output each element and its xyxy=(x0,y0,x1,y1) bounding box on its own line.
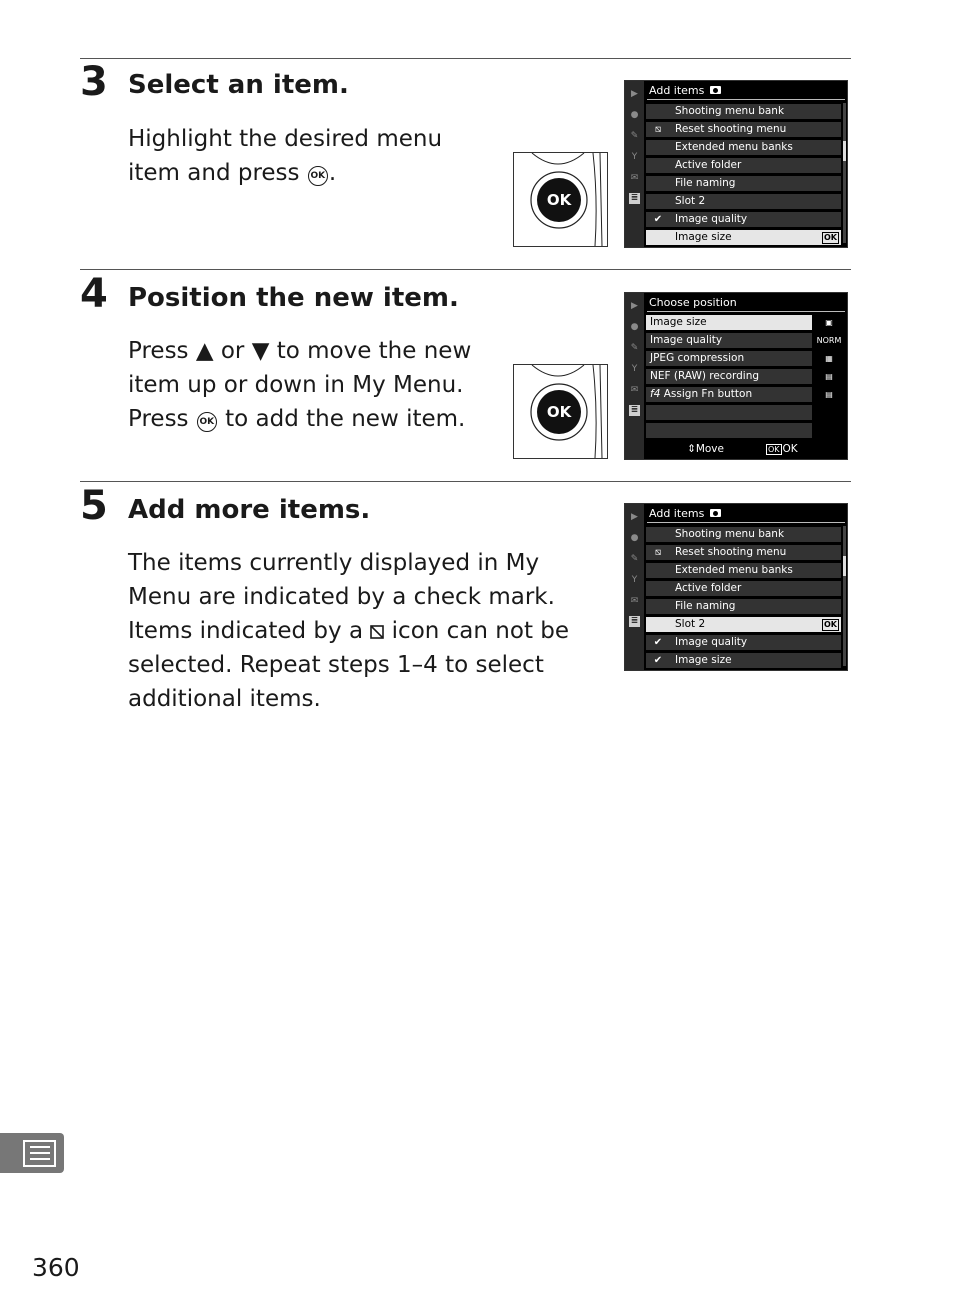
step-body: Highlight the desired menu item and press OK . xyxy=(128,126,443,186)
up-arrow-icon: ▲ xyxy=(195,338,214,364)
menu-item[interactable]: File naming xyxy=(646,599,841,614)
position-item[interactable]: f4 Assign Fn button xyxy=(646,387,812,402)
ok-glyph-icon: OK xyxy=(308,166,328,186)
setup-icon: Y xyxy=(631,152,638,162)
custom-settings-icon: ✎ xyxy=(630,343,639,353)
menu-item[interactable]: ✔ Image size xyxy=(646,653,841,668)
scrollbar[interactable] xyxy=(843,526,846,666)
my-menu-section-tab xyxy=(0,1133,64,1173)
setup-icon: Y xyxy=(631,575,638,585)
screen-header: Choose position xyxy=(649,296,737,309)
playback-icon: ▶ xyxy=(631,301,638,311)
screen-header: Add items xyxy=(649,84,721,97)
position-item-selected[interactable]: Image size xyxy=(646,315,812,330)
ok-button-illustration xyxy=(513,152,608,247)
playback-icon: ▶ xyxy=(631,512,638,522)
compression-icon: ▦ xyxy=(825,354,833,363)
scrollbar[interactable] xyxy=(843,103,846,243)
position-item[interactable]: JPEG compression xyxy=(646,351,812,366)
retouch-icon: ✉ xyxy=(630,596,639,606)
camera-screen-choose-position xyxy=(624,292,848,460)
step-body: Press ▲ or ▼ to move the new item up or down in My Menu. Press OK to add the new item. xyxy=(128,338,472,432)
nef-icon: ▤ xyxy=(825,372,833,381)
no-entry-icon xyxy=(370,625,384,639)
ok-button-illustration xyxy=(513,364,608,459)
position-item-empty xyxy=(646,423,812,438)
footer-move: ⇕Move xyxy=(687,443,724,455)
check-icon: ✔ xyxy=(653,637,663,648)
step-body: The items currently displayed in My Menu are indicated by a check mark. Items indicated by a icon can not be selected. Repeat steps 1–4 to select additional items. xyxy=(128,550,570,712)
retouch-icon: ✉ xyxy=(630,173,639,183)
setup-icon: Y xyxy=(631,364,638,374)
menu-item[interactable]: Extended menu banks xyxy=(646,563,841,578)
section-divider xyxy=(80,481,851,482)
menu-item[interactable]: ⧅ Reset shooting menu xyxy=(646,545,841,560)
menu-item[interactable]: Slot 2 xyxy=(646,194,841,209)
menu-sidebar xyxy=(625,81,644,247)
playback-icon: ▶ xyxy=(631,89,638,99)
shooting-icon: ● xyxy=(630,110,639,120)
multi-selector-icon: ⇕ xyxy=(687,443,696,455)
down-arrow-icon: ▼ xyxy=(251,338,270,364)
menu-list-icon xyxy=(0,1133,64,1173)
section-divider xyxy=(80,269,851,270)
check-icon: ✔ xyxy=(653,214,663,225)
step-title: Position the new item. xyxy=(128,283,459,313)
position-item-empty xyxy=(646,405,812,420)
menu-item[interactable]: Shooting menu bank xyxy=(646,527,841,542)
screen-header: Add items xyxy=(649,507,721,520)
ok-button-label: OK xyxy=(546,191,572,209)
section-divider xyxy=(80,58,851,59)
my-menu-icon: ≣ xyxy=(630,616,639,626)
custom-settings-icon: ✎ xyxy=(630,554,639,564)
step-number: 4 xyxy=(80,271,107,317)
menu-item[interactable]: Active folder xyxy=(646,581,841,596)
custom-settings-icon: ✎ xyxy=(630,131,639,141)
step-title: Select an item. xyxy=(128,70,349,100)
camera-screen-add-items xyxy=(624,80,848,248)
check-icon: ✔ xyxy=(653,655,663,666)
ok-badge: OK xyxy=(824,620,837,629)
step-number: 3 xyxy=(80,59,107,105)
no-entry-icon: ⧅ xyxy=(654,547,662,558)
menu-item[interactable]: Extended menu banks xyxy=(646,140,841,155)
menu-sidebar xyxy=(625,504,644,670)
ok-badge: OK xyxy=(768,445,780,454)
menu-item-selected[interactable]: Slot 2 OK xyxy=(646,617,841,632)
menu-item-selected[interactable]: Image size OK xyxy=(646,230,841,245)
position-item[interactable]: Image quality xyxy=(646,333,812,348)
ok-glyph-icon: OK xyxy=(197,412,217,432)
step-number: 5 xyxy=(80,483,107,529)
camera-icon xyxy=(710,86,721,94)
position-item[interactable]: NEF (RAW) recording xyxy=(646,369,812,384)
menu-sidebar xyxy=(625,293,644,459)
menu-item[interactable]: ✔ Image quality xyxy=(646,635,841,650)
menu-item[interactable]: ⧅ Reset shooting menu xyxy=(646,122,841,137)
camera-icon xyxy=(710,509,721,517)
step-title: Add more items. xyxy=(128,495,371,525)
shooting-icon: ● xyxy=(630,322,639,332)
my-menu-icon: ≣ xyxy=(630,193,639,203)
no-entry-icon: ⧅ xyxy=(654,124,662,135)
retouch-icon: ✉ xyxy=(630,385,639,395)
menu-item[interactable]: ✔ Image quality xyxy=(646,212,841,227)
image-quality-value: NORM xyxy=(816,336,842,345)
menu-item[interactable]: Shooting menu bank xyxy=(646,104,841,119)
shooting-icon: ● xyxy=(630,533,639,543)
menu-item[interactable]: Active folder xyxy=(646,158,841,173)
ok-badge: OK xyxy=(824,233,837,242)
page-number: 360 xyxy=(32,1253,80,1282)
camera-screen-add-items xyxy=(624,503,848,671)
image-size-icon: ▣ xyxy=(825,318,833,327)
menu-item[interactable]: File naming xyxy=(646,176,841,191)
footer-ok: OK OK xyxy=(768,443,798,455)
fn-icon: ▤ xyxy=(825,390,833,399)
my-menu-icon: ≣ xyxy=(630,405,639,415)
ok-button-label: OK xyxy=(546,403,572,421)
